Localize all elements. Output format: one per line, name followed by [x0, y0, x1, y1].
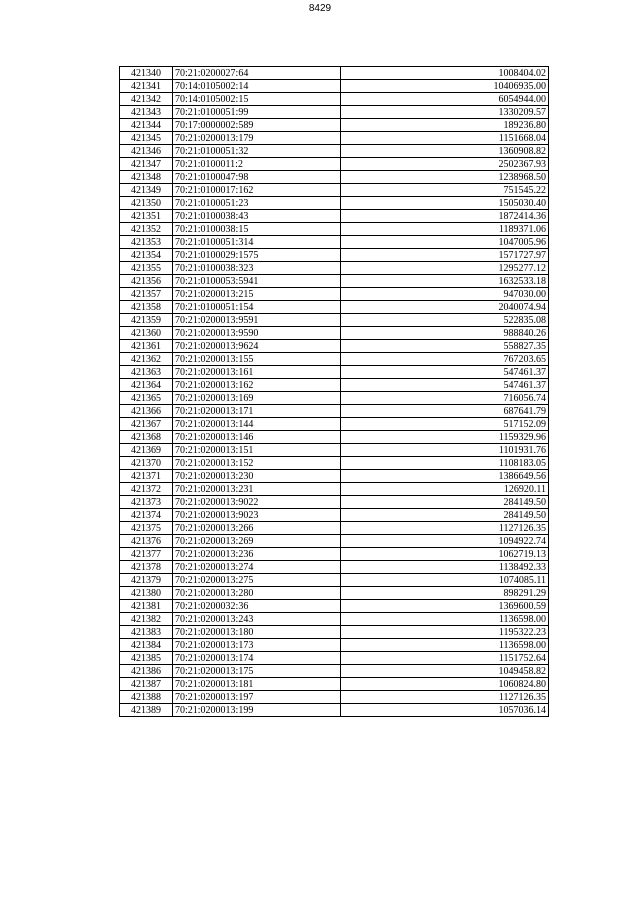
table-row	[120, 366, 549, 379]
table-row	[120, 314, 549, 327]
cadastral-number-cell: 70:14:0105002:15	[173, 93, 341, 106]
cadastral-number-cell: 70:21:0200013:181	[173, 678, 341, 691]
cadastral-number-cell: 70:21:0200013:146	[173, 431, 341, 444]
cadastral-number-cell: 70:21:0200013:243	[173, 613, 341, 626]
row-number-cell: 421352	[120, 223, 173, 236]
value-cell: 547461.37	[341, 366, 549, 379]
cadastral-number-cell: 70:21:0200013:275	[173, 574, 341, 587]
row-number-cell: 421349	[120, 184, 173, 197]
cadastral-number-cell: 70:14:0105002:14	[173, 80, 341, 93]
table-row	[120, 418, 549, 431]
cadastral-number-cell: 70:21:0200013:9624	[173, 340, 341, 353]
row-number-cell: 421341	[120, 80, 173, 93]
cadastral-number-cell: 70:21:0100051:314	[173, 236, 341, 249]
table-row	[120, 392, 549, 405]
table-row	[120, 340, 549, 353]
value-cell: 1151668.04	[341, 132, 549, 145]
row-number-cell: 421345	[120, 132, 173, 145]
value-cell: 898291.29	[341, 587, 549, 600]
value-cell: 2040074.94	[341, 301, 549, 314]
cadastral-number-cell: 70:21:0100051:32	[173, 145, 341, 158]
row-number-cell: 421371	[120, 470, 173, 483]
row-number-cell: 421373	[120, 496, 173, 509]
row-number-cell: 421388	[120, 691, 173, 704]
table-row	[120, 431, 549, 444]
value-cell: 6054944.00	[341, 93, 549, 106]
row-number-cell: 421356	[120, 275, 173, 288]
value-cell: 1127126.35	[341, 691, 549, 704]
value-cell: 947030.00	[341, 288, 549, 301]
row-number-cell: 421350	[120, 197, 173, 210]
cadastral-number-cell: 70:21:0200013:180	[173, 626, 341, 639]
cadastral-number-cell: 70:21:0100051:23	[173, 197, 341, 210]
table-row	[120, 509, 549, 522]
cadastral-number-cell: 70:21:0200013:9023	[173, 509, 341, 522]
row-number-cell: 421342	[120, 93, 173, 106]
table-row	[120, 483, 549, 496]
value-cell: 522835.08	[341, 314, 549, 327]
row-number-cell: 421358	[120, 301, 173, 314]
cadastral-number-cell: 70:21:0200013:161	[173, 366, 341, 379]
registry-table-body	[120, 67, 549, 717]
cadastral-number-cell: 70:21:0200027:64	[173, 67, 341, 80]
value-cell: 1369600.59	[341, 600, 549, 613]
table-row	[120, 639, 549, 652]
value-cell: 1295277.12	[341, 262, 549, 275]
value-cell: 1238968.50	[341, 171, 549, 184]
value-cell: 767203.65	[341, 353, 549, 366]
row-number-cell: 421372	[120, 483, 173, 496]
table-row	[120, 691, 549, 704]
row-number-cell: 421378	[120, 561, 173, 574]
table-row	[120, 470, 549, 483]
cadastral-number-cell: 70:21:0100038:15	[173, 223, 341, 236]
cadastral-number-cell: 70:21:0200013:175	[173, 665, 341, 678]
cadastral-number-cell: 70:21:0100047:98	[173, 171, 341, 184]
value-cell: 2502367.93	[341, 158, 549, 171]
table-row	[120, 210, 549, 223]
row-number-cell: 421348	[120, 171, 173, 184]
value-cell: 126920.11	[341, 483, 549, 496]
value-cell: 1047005.96	[341, 236, 549, 249]
cadastral-number-cell: 70:21:0200013:169	[173, 392, 341, 405]
value-cell: 1060824.80	[341, 678, 549, 691]
table-row	[120, 236, 549, 249]
row-number-cell: 421359	[120, 314, 173, 327]
value-cell: 1057036.14	[341, 704, 549, 717]
table-row	[120, 613, 549, 626]
table-row	[120, 405, 549, 418]
value-cell: 517152.09	[341, 418, 549, 431]
table-row	[120, 561, 549, 574]
value-cell: 1094922.74	[341, 535, 549, 548]
row-number-cell: 421365	[120, 392, 173, 405]
table-row	[120, 106, 549, 119]
row-number-cell: 421383	[120, 626, 173, 639]
table-row	[120, 444, 549, 457]
row-number-cell: 421343	[120, 106, 173, 119]
row-number-cell: 421387	[120, 678, 173, 691]
value-cell: 1330209.57	[341, 106, 549, 119]
table-row	[120, 184, 549, 197]
table-row	[120, 548, 549, 561]
cadastral-number-cell: 70:21:0200013:215	[173, 288, 341, 301]
cadastral-number-cell: 70:21:0200013:266	[173, 522, 341, 535]
row-number-cell: 421346	[120, 145, 173, 158]
cadastral-number-cell: 70:21:0200032:36	[173, 600, 341, 613]
cadastral-number-cell: 70:21:0100051:154	[173, 301, 341, 314]
cadastral-number-cell: 70:21:0200013:197	[173, 691, 341, 704]
table-row	[120, 652, 549, 665]
row-number-cell: 421363	[120, 366, 173, 379]
value-cell: 10406935.00	[341, 80, 549, 93]
cadastral-number-cell: 70:21:0100029:1575	[173, 249, 341, 262]
row-number-cell: 421370	[120, 457, 173, 470]
cadastral-number-cell: 70:21:0200013:174	[173, 652, 341, 665]
value-cell: 558827.35	[341, 340, 549, 353]
value-cell: 1136598.00	[341, 613, 549, 626]
row-number-cell: 421376	[120, 535, 173, 548]
table-row	[120, 119, 549, 132]
row-number-cell: 421380	[120, 587, 173, 600]
table-row	[120, 496, 549, 509]
row-number-cell: 421368	[120, 431, 173, 444]
cadastral-number-cell: 70:21:0200013:199	[173, 704, 341, 717]
table-row	[120, 158, 549, 171]
row-number-cell: 421375	[120, 522, 173, 535]
table-row	[120, 587, 549, 600]
cadastral-number-cell: 70:21:0200013:155	[173, 353, 341, 366]
value-cell: 1108183.05	[341, 457, 549, 470]
value-cell: 988840.26	[341, 327, 549, 340]
cadastral-number-cell: 70:21:0200013:269	[173, 535, 341, 548]
row-number-cell: 421362	[120, 353, 173, 366]
cadastral-number-cell: 70:21:0100038:323	[173, 262, 341, 275]
value-cell: 547461.37	[341, 379, 549, 392]
cadastral-number-cell: 70:21:0200013:144	[173, 418, 341, 431]
value-cell: 1872414.36	[341, 210, 549, 223]
row-number-cell: 421377	[120, 548, 173, 561]
table-row	[120, 522, 549, 535]
table-row	[120, 704, 549, 717]
row-number-cell: 421351	[120, 210, 173, 223]
table-row	[120, 67, 549, 80]
table-row	[120, 665, 549, 678]
table-row	[120, 288, 549, 301]
row-number-cell: 421360	[120, 327, 173, 340]
cadastral-number-cell: 70:21:0200013:162	[173, 379, 341, 392]
table-row	[120, 327, 549, 340]
table-row	[120, 600, 549, 613]
cadastral-number-cell: 70:21:0200013:236	[173, 548, 341, 561]
row-number-cell: 421385	[120, 652, 173, 665]
value-cell: 1136598.00	[341, 639, 549, 652]
table-row	[120, 93, 549, 106]
table-row	[120, 171, 549, 184]
table-row	[120, 275, 549, 288]
cadastral-number-cell: 70:21:0200013:231	[173, 483, 341, 496]
row-number-cell: 421340	[120, 67, 173, 80]
table-row	[120, 249, 549, 262]
cadastral-number-cell: 70:21:0200013:173	[173, 639, 341, 652]
cadastral-number-cell: 70:21:0100011:2	[173, 158, 341, 171]
value-cell: 1008404.02	[341, 67, 549, 80]
cadastral-number-cell: 70:21:0200013:9022	[173, 496, 341, 509]
value-cell: 1101931.76	[341, 444, 549, 457]
row-number-cell: 421366	[120, 405, 173, 418]
row-number-cell: 421347	[120, 158, 173, 171]
row-number-cell: 421355	[120, 262, 173, 275]
value-cell: 1386649.56	[341, 470, 549, 483]
value-cell: 1632533.18	[341, 275, 549, 288]
value-cell: 751545.22	[341, 184, 549, 197]
table-row	[120, 132, 549, 145]
value-cell: 1062719.13	[341, 548, 549, 561]
cadastral-number-cell: 70:17:0000002:589	[173, 119, 341, 132]
row-number-cell: 421379	[120, 574, 173, 587]
cadastral-number-cell: 70:21:0100053:5941	[173, 275, 341, 288]
table-row	[120, 197, 549, 210]
row-number-cell: 421344	[120, 119, 173, 132]
value-cell: 1127126.35	[341, 522, 549, 535]
value-cell: 189236.80	[341, 119, 549, 132]
cadastral-number-cell: 70:21:0200013:274	[173, 561, 341, 574]
value-cell: 284149.50	[341, 496, 549, 509]
value-cell: 1571727.97	[341, 249, 549, 262]
row-number-cell: 421369	[120, 444, 173, 457]
value-cell: 1049458.82	[341, 665, 549, 678]
value-cell: 1505030.40	[341, 197, 549, 210]
row-number-cell: 421361	[120, 340, 173, 353]
table-row	[120, 262, 549, 275]
row-number-cell: 421386	[120, 665, 173, 678]
row-number-cell: 421389	[120, 704, 173, 717]
value-cell: 1159329.96	[341, 431, 549, 444]
value-cell: 716056.74	[341, 392, 549, 405]
row-number-cell: 421364	[120, 379, 173, 392]
table-row	[120, 379, 549, 392]
cadastral-number-cell: 70:21:0100038:43	[173, 210, 341, 223]
row-number-cell: 421384	[120, 639, 173, 652]
row-number-cell: 421382	[120, 613, 173, 626]
table-row	[120, 223, 549, 236]
row-number-cell: 421354	[120, 249, 173, 262]
value-cell: 1360908.82	[341, 145, 549, 158]
table-row	[120, 145, 549, 158]
row-number-cell: 421374	[120, 509, 173, 522]
table-row	[120, 353, 549, 366]
cadastral-number-cell: 70:21:0200013:9591	[173, 314, 341, 327]
value-cell: 1189371.06	[341, 223, 549, 236]
cadastral-number-cell: 70:21:0100051:99	[173, 106, 341, 119]
table-row	[120, 626, 549, 639]
table-row	[120, 535, 549, 548]
table-row	[120, 457, 549, 470]
cadastral-number-cell: 70:21:0200013:171	[173, 405, 341, 418]
row-number-cell: 421381	[120, 600, 173, 613]
cadastral-number-cell: 70:21:0200013:9590	[173, 327, 341, 340]
table-row	[120, 301, 549, 314]
table-row	[120, 80, 549, 93]
row-number-cell: 421367	[120, 418, 173, 431]
page-number: 8429	[308, 3, 332, 14]
value-cell: 1195322.23	[341, 626, 549, 639]
row-number-cell: 421353	[120, 236, 173, 249]
value-cell: 284149.50	[341, 509, 549, 522]
row-number-cell: 421357	[120, 288, 173, 301]
cadastral-number-cell: 70:21:0200013:151	[173, 444, 341, 457]
value-cell: 1151752.64	[341, 652, 549, 665]
registry-table	[119, 66, 549, 717]
cadastral-number-cell: 70:21:0200013:179	[173, 132, 341, 145]
cadastral-number-cell: 70:21:0200013:230	[173, 470, 341, 483]
value-cell: 1074085.11	[341, 574, 549, 587]
value-cell: 687641.79	[341, 405, 549, 418]
table-row	[120, 574, 549, 587]
cadastral-number-cell: 70:21:0100017:162	[173, 184, 341, 197]
value-cell: 1138492.33	[341, 561, 549, 574]
table-row	[120, 678, 549, 691]
cadastral-number-cell: 70:21:0200013:152	[173, 457, 341, 470]
cadastral-number-cell: 70:21:0200013:280	[173, 587, 341, 600]
